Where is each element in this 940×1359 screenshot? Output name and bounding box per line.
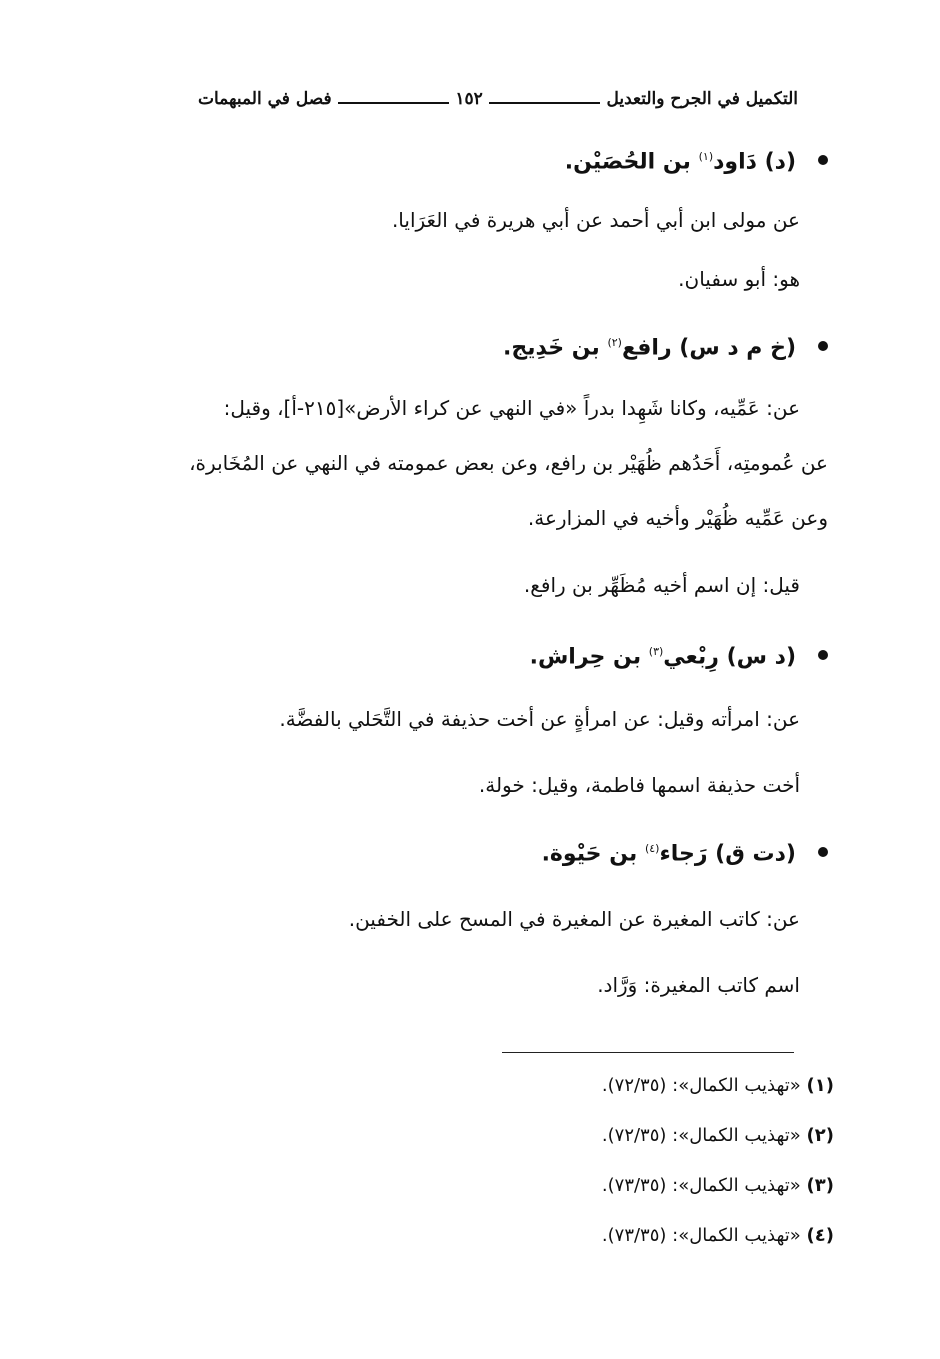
entry-heading-rafi [128, 326, 828, 365]
header-section-title: فصل في المبهمات [197, 89, 332, 109]
bullet-icon [818, 650, 828, 660]
header-rule-right [489, 102, 601, 104]
entry-heading-raja [128, 832, 828, 871]
bullet-icon [818, 155, 828, 165]
footnote-number: (٤) [806, 1225, 834, 1246]
footnote-number: (٣) [806, 1175, 834, 1196]
entry-text-line: عن: امرأته وقيل: عن امرأةٍ عن أخت حذيفة في التَّحَلي بالفضَّة. [279, 707, 800, 731]
entry-codes: (دت ق) [715, 841, 796, 867]
entry-text-line: عن: عَمِّيه، وكانا شَهِدا بدراً «في النهي عن كراء الأرض»[٢١٥-أ]، وقيل: [223, 396, 800, 420]
entry-name-rest: بن الحُصَيْن. [564, 149, 691, 175]
entry-text-line: عن مولى ابن أبي أحمد عن أبي هريرة في العَرَايا. [391, 208, 800, 232]
footnote-ref: (٢) [607, 336, 622, 349]
bullet-icon [818, 847, 828, 857]
entry-heading-dawud [128, 140, 828, 179]
footnote-ref: (٤) [644, 842, 660, 855]
entry-name-rest: بن حَيْوة. [541, 841, 638, 867]
footnote-ref: (١) [698, 150, 714, 163]
entry-text-line: أخت حذيفة اسمها فاطمة، وقيل: خولة. [478, 773, 800, 797]
entry-name: رافع [621, 335, 672, 361]
entry-codes: (د س) [726, 644, 796, 670]
entry-name-rest: بن خَدِيج. [503, 335, 600, 361]
footnote [134, 1122, 834, 1150]
entry-codes: (خ م د س) [679, 335, 796, 361]
footnote-number: (١) [806, 1075, 834, 1096]
footnote-number: (٢) [806, 1125, 834, 1146]
running-header [198, 82, 798, 116]
entry-name: رَجاء [659, 841, 708, 867]
header-book-title: التكميل في الجرح والتعديل [606, 89, 798, 109]
footnote [134, 1072, 834, 1100]
entry-text-line: عن عُمومتِه، أَحَدُهم ظُهَيْر بن رافع، وعن بعض عمومته في النهي عن المُخَابرة، [189, 451, 828, 475]
header-page-number: ١٥٢ [455, 89, 483, 109]
entry-name: دَاود [713, 149, 757, 175]
footnote-text: «تهذيب الكمال»: (٧٢/٣٥). [601, 1125, 801, 1146]
footnote-separator [502, 1052, 794, 1053]
entry-text-line: اسم كاتب المغيرة: وَرَّاد. [597, 973, 800, 997]
footnote-text: «تهذيب الكمال»: (٧٢/٣٥). [601, 1075, 801, 1096]
entry-heading-ribi [128, 635, 828, 674]
footnote [134, 1172, 834, 1200]
header-rule-left [338, 102, 450, 104]
footnote-ref: (٣) [648, 645, 664, 658]
entry-text-line: هو: أبو سفيان. [678, 267, 800, 291]
footnote [134, 1222, 834, 1250]
footnote-text: «تهذيب الكمال»: (٧٣/٣٥). [601, 1225, 801, 1246]
entry-text-line: قيل: إن اسم أخيه مُظَهِّر بن رافع. [523, 573, 800, 597]
entry-text-line: عن: كاتب المغيرة عن المغيرة في المسح على الخفين. [348, 907, 800, 931]
entry-name-rest: بن حِراش. [529, 644, 642, 670]
footnote-text: «تهذيب الكمال»: (٧٣/٣٥). [601, 1175, 801, 1196]
bullet-icon [818, 341, 828, 351]
entry-name: رِبْعي [663, 644, 719, 670]
entry-codes: (د) [764, 149, 796, 175]
entry-text-line: وعن عَمِّيه ظُهَيْر وأخيه في المزارعة. [527, 506, 828, 530]
